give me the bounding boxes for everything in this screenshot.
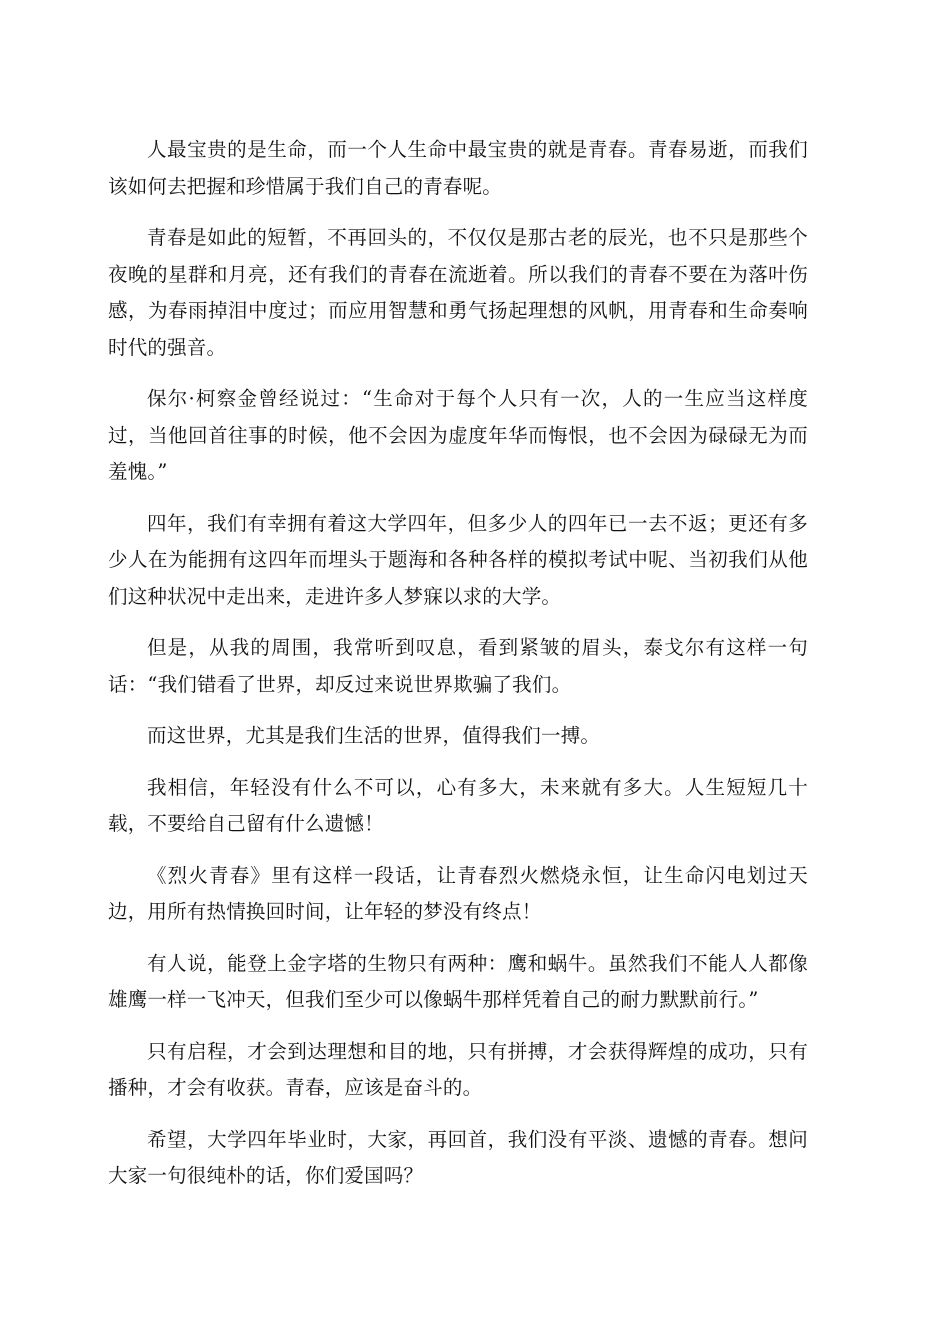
- paragraph: 我相信，年轻没有什么不可以，心有多大，未来就有多大。人生短短几十载，不要给自己留有什么遗憾！: [108, 775, 808, 835]
- paragraph: 有人说，能登上金字塔的生物只有两种：鹰和蜗牛。虽然我们不能人人都像雄鹰一样一飞冲天，但我们至少可以像蜗牛那样凭着自己的耐力默默前行。”: [108, 951, 808, 1011]
- paragraph: 而这世界，尤其是我们生活的世界，值得我们一搏。: [147, 724, 601, 747]
- paragraph: 但是，从我的周围，我常听到叹息，看到紧皱的眉头，泰戈尔有这样一句话：“我们错看了世界，却反过来说世界欺骗了我们。: [108, 636, 808, 696]
- document-body: [108, 132, 808, 1210]
- paragraph: 青春是如此的短暂，不再回头的，不仅仅是那古老的辰光，也不只是那些个夜晚的星群和月亮，还有我们的青春在流逝着。所以我们的青春不要在为落叶伤感，为春雨掉泪中度过；而应用智慧和勇气扬起理想的风帆，用青春和生命奏响时代的强音。: [108, 226, 808, 359]
- paragraph: 《烈火青春》里有这样一段话，让青春烈火燃烧永恒，让生命闪电划过天边，用所有热情换回时间，让年轻的梦没有终点！: [108, 863, 808, 923]
- paragraph: 保尔·柯察金曾经说过：“生命对于每个人只有一次，人的一生应当这样度过，当他回首往事的时候，他不会因为虚度年华而悔恨，也不会因为碌碌无为而羞愧。”: [108, 387, 808, 483]
- paragraph: 只有启程，才会到达理想和目的地，只有拼搏，才会获得辉煌的成功，只有播种，才会有收获。青春，应该是奋斗的。: [108, 1039, 808, 1099]
- paragraph: 希望，大学四年毕业时，大家，再回首，我们没有平淡、遗憾的青春。想问大家一句很纯朴的话，你们爱国吗？: [108, 1127, 808, 1187]
- paragraph: 四年，我们有幸拥有着这大学四年，但多少人的四年已一去不返；更还有多少人在为能拥有这四年而埋头于题海和各种各样的模拟考试中呢、当初我们从他们这种状况中走出来，走进许多人梦寐以求的大学。: [108, 511, 808, 608]
- paragraph: 人最宝贵的是生命，而一个人生命中最宝贵的就是青春。青春易逝，而我们该如何去把握和珍惜属于我们自己的青春呢。: [108, 138, 808, 198]
